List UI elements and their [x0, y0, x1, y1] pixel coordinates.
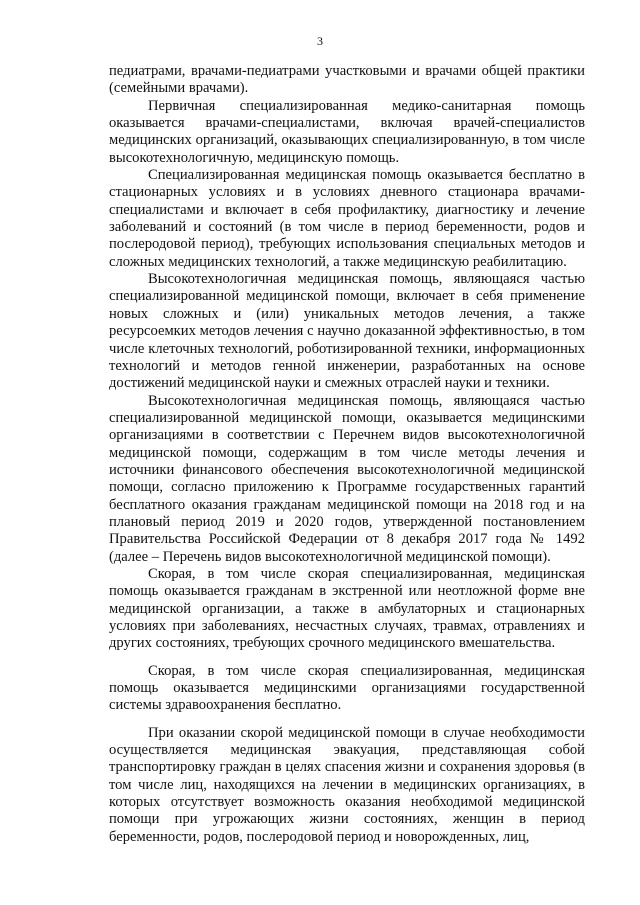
paragraph-medical-evacuation: При оказании скорой медицинской помощи в случае необходимости осуществляется медицинская эвакуация, представляющая собой транспортировку граждан в целях спасения жизни и сохранения здоровья (в том числе лиц, находящихся на лечении в медицинских организациях, в которых отсутствует возможность оказания необходимой медицинской помощи при угрожающих жизни состояниях, женщин в период беременности, родов, послеродовой период и новорожденных, лиц, — [109, 724, 585, 845]
paragraph-emergency-free: Скорая, в том числе скорая специализированная, медицинская помощь оказывается медицинскими организациями государственной системы здравоохранения бесплатно. — [109, 662, 585, 714]
paragraph-emergency-care: Скорая, в том числе скорая специализированная, медицинская помощь оказывается гражданам в экстренной или неотложной форме вне медицинской организации, а также в амбулаторных и стационарных условиях при заболеваниях, несчастных случаях, травмах, отравлениях и других состояниях, требующих срочного медицинского вмешательства. — [109, 565, 585, 652]
paragraph-high-tech-definition: Высокотехнологичная медицинская помощь, являющаяся частью специализированной медицинской помощи, включает в себя применение новых сложных и (или) уникальных методов лечения, а также ресурсоемких методов лечения с научно доказанной эффективностью, в том числе клеточных технологий, роботизированной техники, информационных технологий и методов генной инженерии, разработанных на основе достижений медицинской науки и смежных отраслей науки и техники. — [109, 271, 585, 392]
paragraph-high-tech-provision: Высокотехнологичная медицинская помощь, являющаяся частью специализированной медицинской помощи, оказывается медицинскими организациями в соответствии с Перечнем видов высокотехнологичной медицинской помощи, содержащим в том числе методы лечения и источники финансового обеспечения высокотехнологичной медицинской помощи, согласно приложению к Программе государственных гарантий бесплатного оказания гражданам медицинской помощи на 2018 год и на плановый период 2019 и 2020 годов, утвержденной постановлением Правительства Российской Федерации от 8 декабря 2017 года № 1492 (далее – Перечень видов высокотехнологичной медицинской помощи). — [109, 392, 585, 565]
page-number: 3 — [317, 34, 323, 48]
paragraph-specialized-care: Специализированная медицинская помощь оказывается бесплатно в стационарных условиях и в условиях дневного стационара врачами-специалистами и включает в себя профилактику, диагностику и лечение заболеваний и состояний (в том числе в период беременности, родов и послеродовой период), требующих использования специальных методов и сложных медицинских технологий, а также медицинскую реабилитацию. — [109, 167, 585, 270]
paragraph-primary-care: Первичная специализированная медико-санитарная помощь оказывается врачами-специалистами, включая врачей-специалистов медицинских организаций, оказывающих специализированную, в том числе высокотехнологичную, медицинскую помощь. — [109, 97, 585, 166]
paragraph-continuation: педиатрами, врачами-педиатрами участковыми и врачами общей практики (семейными врачами). — [109, 63, 585, 97]
document-body — [109, 63, 585, 846]
